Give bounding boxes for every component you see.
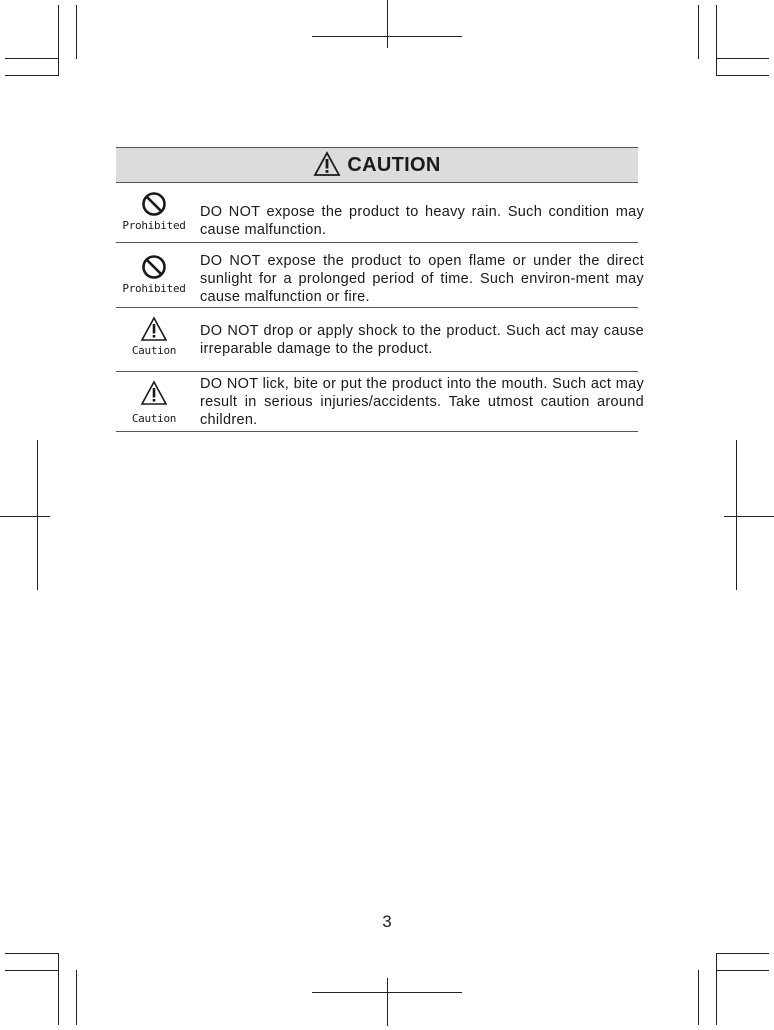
page-number: 3 [382,912,392,931]
item-icon-label: Prohibited [122,282,186,295]
item-icon-label: Caution [131,344,177,357]
caution-triangle-icon [140,316,168,342]
item-text: DO NOT drop or apply shock to the product. Such act may cause irreparable damage to the product. [200,323,644,357]
item-icon-label: Caution [131,412,177,425]
caution-item [116,308,644,372]
prohibited-icon [141,254,167,280]
caution-header [116,147,638,183]
item-text: DO NOT lick, bite or put the product into the mouth. Such act may result in serious injuries/accidents. Take utmost caution around children. [200,376,644,428]
item-text: DO NOT expose the product to open flame or under the direct sunlight for a prolonged period of time. Such environ-ment may cause malfunction or fire. [200,253,644,305]
item-icon-column [116,243,192,295]
prohibited-icon [141,191,167,217]
warning-triangle-icon [313,151,341,177]
item-icon-column [116,308,192,357]
caution-item [116,243,644,308]
item-icon-label: Prohibited [122,219,186,232]
caution-item [116,183,644,243]
item-icon-column [116,183,192,232]
item-text: DO NOT expose the product to heavy rain. Such condition may cause malfunction. [200,204,644,238]
item-icon-column [116,372,192,425]
caution-title: CAUTION [347,153,441,176]
caution-triangle-icon [140,380,168,406]
caution-item [116,372,644,432]
